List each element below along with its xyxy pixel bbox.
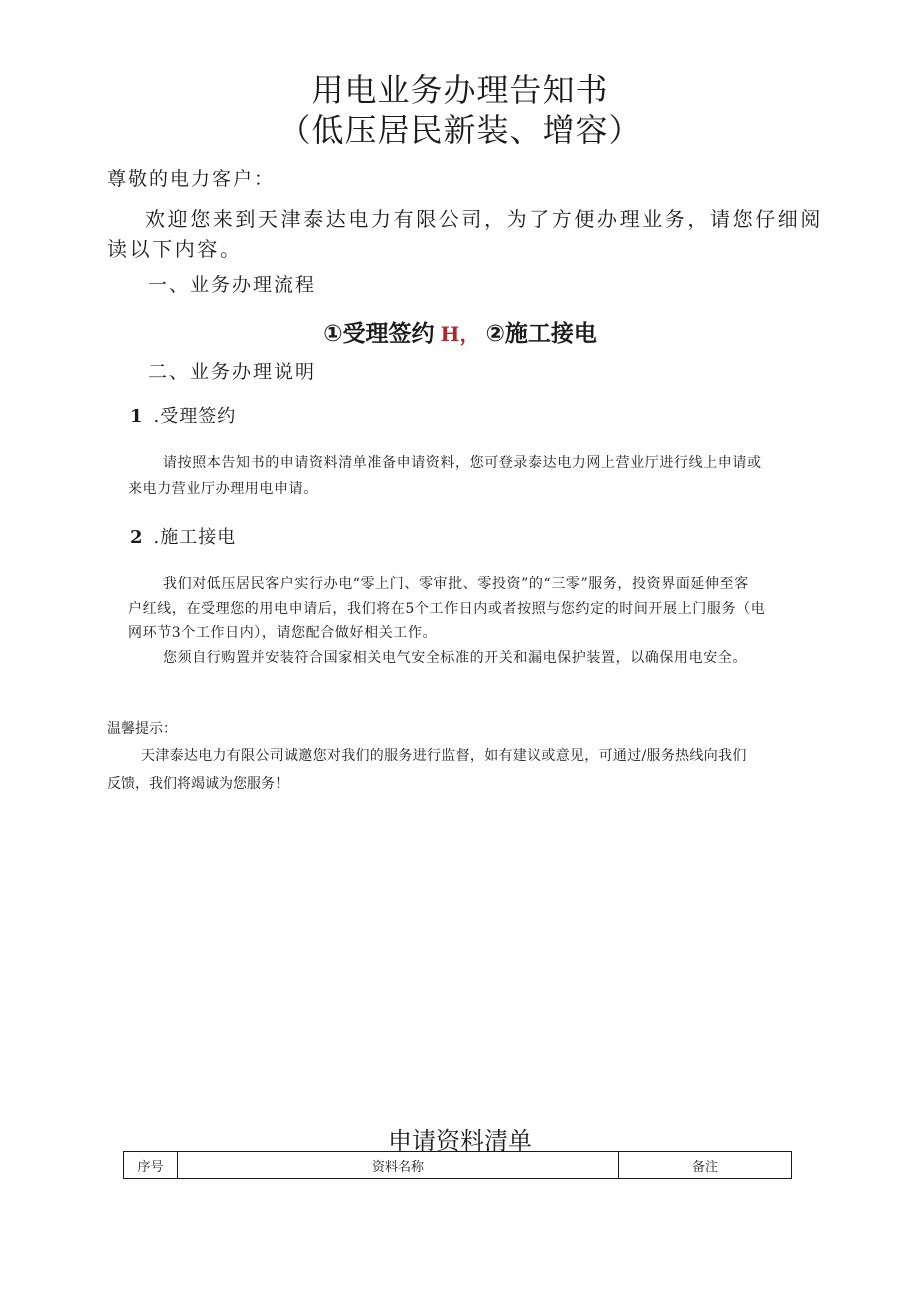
- column-header-material-name: 资料名称: [178, 1152, 619, 1179]
- intro-line-2: 读以下内容。: [107, 237, 243, 261]
- item-title: .施工接电: [153, 527, 237, 548]
- material-list-table: [123, 1151, 792, 1179]
- notice-subtitle: （低压居民新装、增容）: [278, 111, 642, 149]
- item1-paragraph-line-1: 请按照本告知书的申请资料清单准备申请资料，您可登录泰达电力网上营业厅进行线上申请或: [163, 455, 762, 471]
- flow-step-2: ②施工接电: [485, 321, 597, 347]
- item-number: 1: [130, 406, 144, 427]
- tips-line-2: 反馈，我们将竭诚为您服务！: [107, 776, 289, 792]
- flow-separator: H，: [440, 322, 480, 346]
- section-heading-instructions: 二、业务办理说明: [148, 361, 317, 383]
- section-heading-process: 一、业务办理流程: [148, 274, 317, 296]
- item-heading-construction: [130, 523, 236, 549]
- tips-line-1: 天津泰达电力有限公司诚邀您对我们的服务进行监督，如有建议或意见，可通过/服务热线向我们: [141, 748, 747, 764]
- flow-step-1: ①受理签约: [323, 321, 435, 347]
- notice-title: 用电业务办理告知书: [311, 71, 609, 109]
- column-header-remarks: 备注: [619, 1152, 792, 1179]
- salutation: 尊敬的电力客户：: [107, 168, 276, 190]
- item2-paragraph-line-2: 户红线，在受理您的用电申请后，我们将在5个工作日内或者按照与您约定的时间开展上门服务（电: [128, 601, 766, 617]
- process-flow: [0, 315, 920, 348]
- item-title: .受理签约: [153, 406, 237, 427]
- item-heading-acceptance: [130, 402, 236, 428]
- tips-heading: 温馨提示：: [107, 721, 177, 737]
- table-header-row: [124, 1152, 792, 1179]
- item2-paragraph-line-4: 您须自行购置并安装符合国家相关电气安全标准的开关和漏电保护装置，以确保用电安全。: [163, 650, 747, 666]
- item2-paragraph-line-1: 我们对低压居民客户实行办电“零上门、零审批、零投资”的“三零”服务，投资界面延伸至客: [163, 576, 749, 592]
- column-header-index: 序号: [124, 1152, 178, 1179]
- item1-paragraph-line-2: 来电力营业厅办理用电申请。: [128, 481, 318, 497]
- item2-paragraph-line-3: 网环节3个工作日内），请您配合做好相关工作。: [128, 625, 438, 641]
- item-number: 2: [130, 527, 144, 548]
- material-list-title: 申请资料清单: [388, 1127, 532, 1155]
- intro-line-1: 欢迎您来到天津泰达电力有限公司，为了方便办理业务，请您仔细阅: [145, 207, 823, 231]
